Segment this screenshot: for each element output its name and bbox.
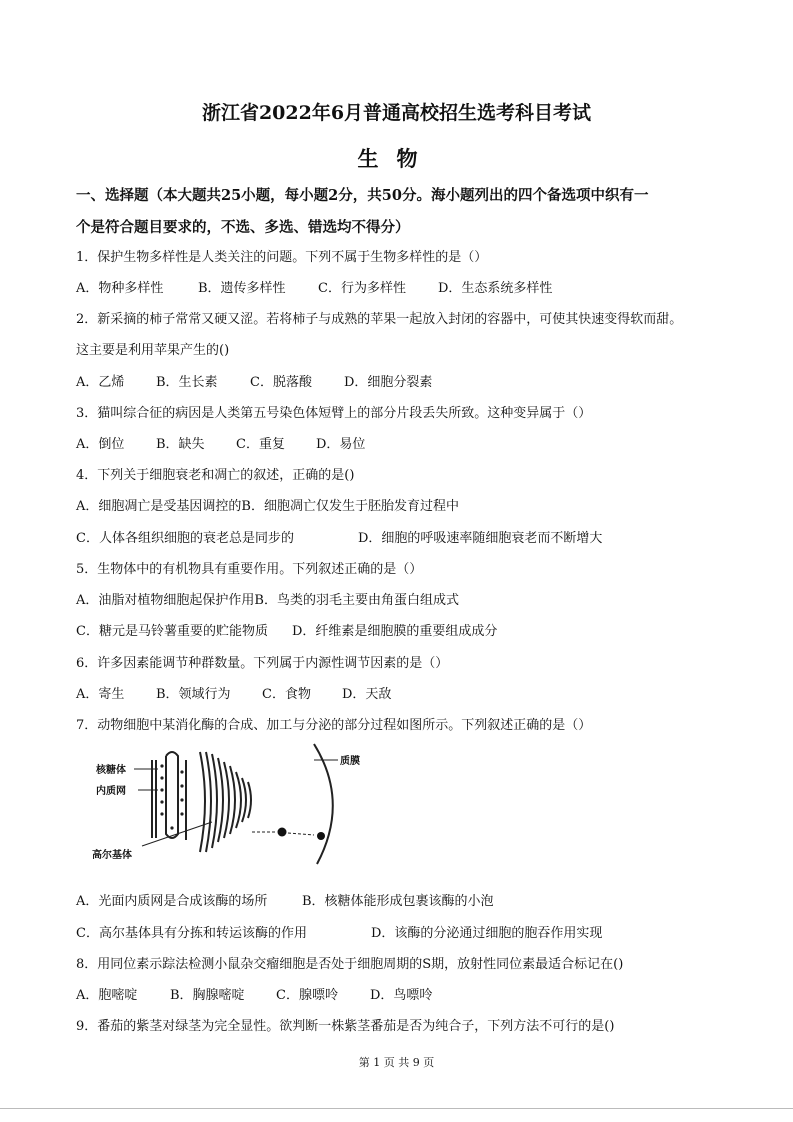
- q4-option-ab: A．细胞凋亡是受基因调控的B．细胞凋亡仅发生于胚胎发育过程中: [76, 499, 459, 514]
- q7-option-d: D．该酶的分泌通过细胞的胞吞作用实现: [371, 926, 603, 941]
- q9-stem: 9．番茄的紫茎对绿茎为完全显性。欲判断一株紫茎番茄是否为纯合子，下列方法不可行的是(): [76, 1019, 615, 1034]
- q2-stem-line2: 这主要是利用苹果产生的(): [76, 343, 230, 358]
- section-heading-line2: 个是符合题目要求的，不选、多选、错选均不得分）: [76, 219, 410, 236]
- q4-option-c: C．人体各组织细胞的衰老总是同步的: [76, 531, 294, 546]
- q2-option-c: C．脱落酸: [250, 375, 312, 390]
- q1-option-a: A．物种多样性: [76, 281, 164, 296]
- q2-option-b: B．生长素: [156, 375, 218, 390]
- q6-option-d: D．天敌: [342, 687, 392, 702]
- q5-option-c: C．糖元是马铃薯重要的贮能物质: [76, 624, 268, 639]
- q6-stem: 6．许多因素能调节种群数量。下列属于内源性调节因素的是（）: [76, 656, 449, 671]
- q5-stem: 5．生物体中的有机物具有重要作用。下列叙述正确的是（）: [76, 562, 423, 577]
- q5-option-ab: A．油脂对植物细胞起保护作用B．鸟类的羽毛主要由角蛋白组成式: [76, 593, 459, 608]
- q1-stem: 1．保护生物多样性是人类关注的问题。下列不属于生物多样性的是（）: [76, 250, 488, 265]
- label-membrane: 质膜: [340, 756, 360, 767]
- q8-option-b: B．胸腺嘧啶: [170, 988, 245, 1003]
- q2-option-d: D．细胞分裂素: [344, 375, 433, 390]
- q5-options-cd: [76, 623, 497, 641]
- q6-option-c: C．食物: [262, 687, 311, 702]
- q3-options: [76, 436, 365, 454]
- q4-option-d: D．细胞的呼吸速率随细胞衰老而不断增大: [358, 531, 603, 546]
- q3-stem: 3．猫叫综合征的病因是人类第五号染色体短臂上的部分片段丢失所致。这种变异属于（）: [76, 406, 592, 421]
- subject-title: 生物: [357, 146, 436, 171]
- exam-title: 浙江省2022年6月普通高校招生选考科目考试: [201, 102, 592, 124]
- q1-option-d: D．生态系统多样性: [438, 281, 553, 296]
- q7-options-ab: [76, 893, 494, 911]
- q3-option-d: D．易位: [316, 437, 366, 452]
- secretion-pathway-figure: [92, 742, 382, 866]
- q1-options: [76, 280, 552, 298]
- q1-option-b: B．遗传多样性: [198, 281, 286, 296]
- section-heading-line1: 一、选择题（本大题共25小题，每小题2分，共50分。海小题列出的四个备选项中织有一: [76, 187, 649, 204]
- q4-stem: 4．下列关于细胞衰老和凋亡的叙述，正确的是(): [76, 468, 355, 483]
- q8-option-c: C．腺嘌呤: [276, 988, 338, 1003]
- q7-option-c: C．高尔基体具有分拣和转运该酶的作用: [76, 926, 307, 941]
- q7-option-b: B．核糖体能形成包裹该酶的小泡: [302, 894, 494, 909]
- q3-option-c: C．重复: [236, 437, 285, 452]
- q2-stem-line1: 2．新采摘的柿子常常又硬又涩。若将柿子与成熟的苹果一起放入封闭的容器中，可使其快速变得软而甜。: [76, 312, 683, 327]
- q6-options: [76, 686, 391, 704]
- q4-options-cd: [76, 530, 602, 548]
- q8-stem: 8．用同位素示踪法检测小鼠杂交瘤细胞是否处于细胞周期的S期，放射性同位素最适合标记在(): [76, 957, 624, 972]
- bottom-divider: [0, 1108, 793, 1109]
- q3-option-b: B．缺失: [156, 437, 205, 452]
- label-golgi: 高尔基体: [92, 850, 132, 861]
- q7-options-cd: [76, 925, 602, 943]
- q2-options: [76, 374, 432, 392]
- label-ribosome: 核糖体: [96, 765, 126, 776]
- q2-option-a: A．乙烯: [76, 375, 125, 390]
- q8-options: [76, 987, 432, 1005]
- q1-option-c: C．行为多样性: [318, 281, 406, 296]
- page-number: 第 1 页 共 9 页: [358, 1056, 435, 1069]
- q6-option-b: B．领域行为: [156, 687, 231, 702]
- q8-option-a: A．胞嘧啶: [76, 988, 138, 1003]
- q7-stem: 7．动物细胞中某消化酶的合成、加工与分泌的部分过程如图所示。下列叙述正确的是（）: [76, 718, 592, 733]
- q6-option-a: A．寄生: [76, 687, 125, 702]
- q7-option-a: A．光面内质网是合成该酶的场所: [76, 894, 268, 909]
- q5-option-d: D．纤维素是细胞膜的重要组成成分: [292, 624, 498, 639]
- label-er: 内质网: [96, 786, 126, 797]
- q3-option-a: A．倒位: [76, 437, 125, 452]
- q8-option-d: D．鸟嘌呤: [370, 988, 433, 1003]
